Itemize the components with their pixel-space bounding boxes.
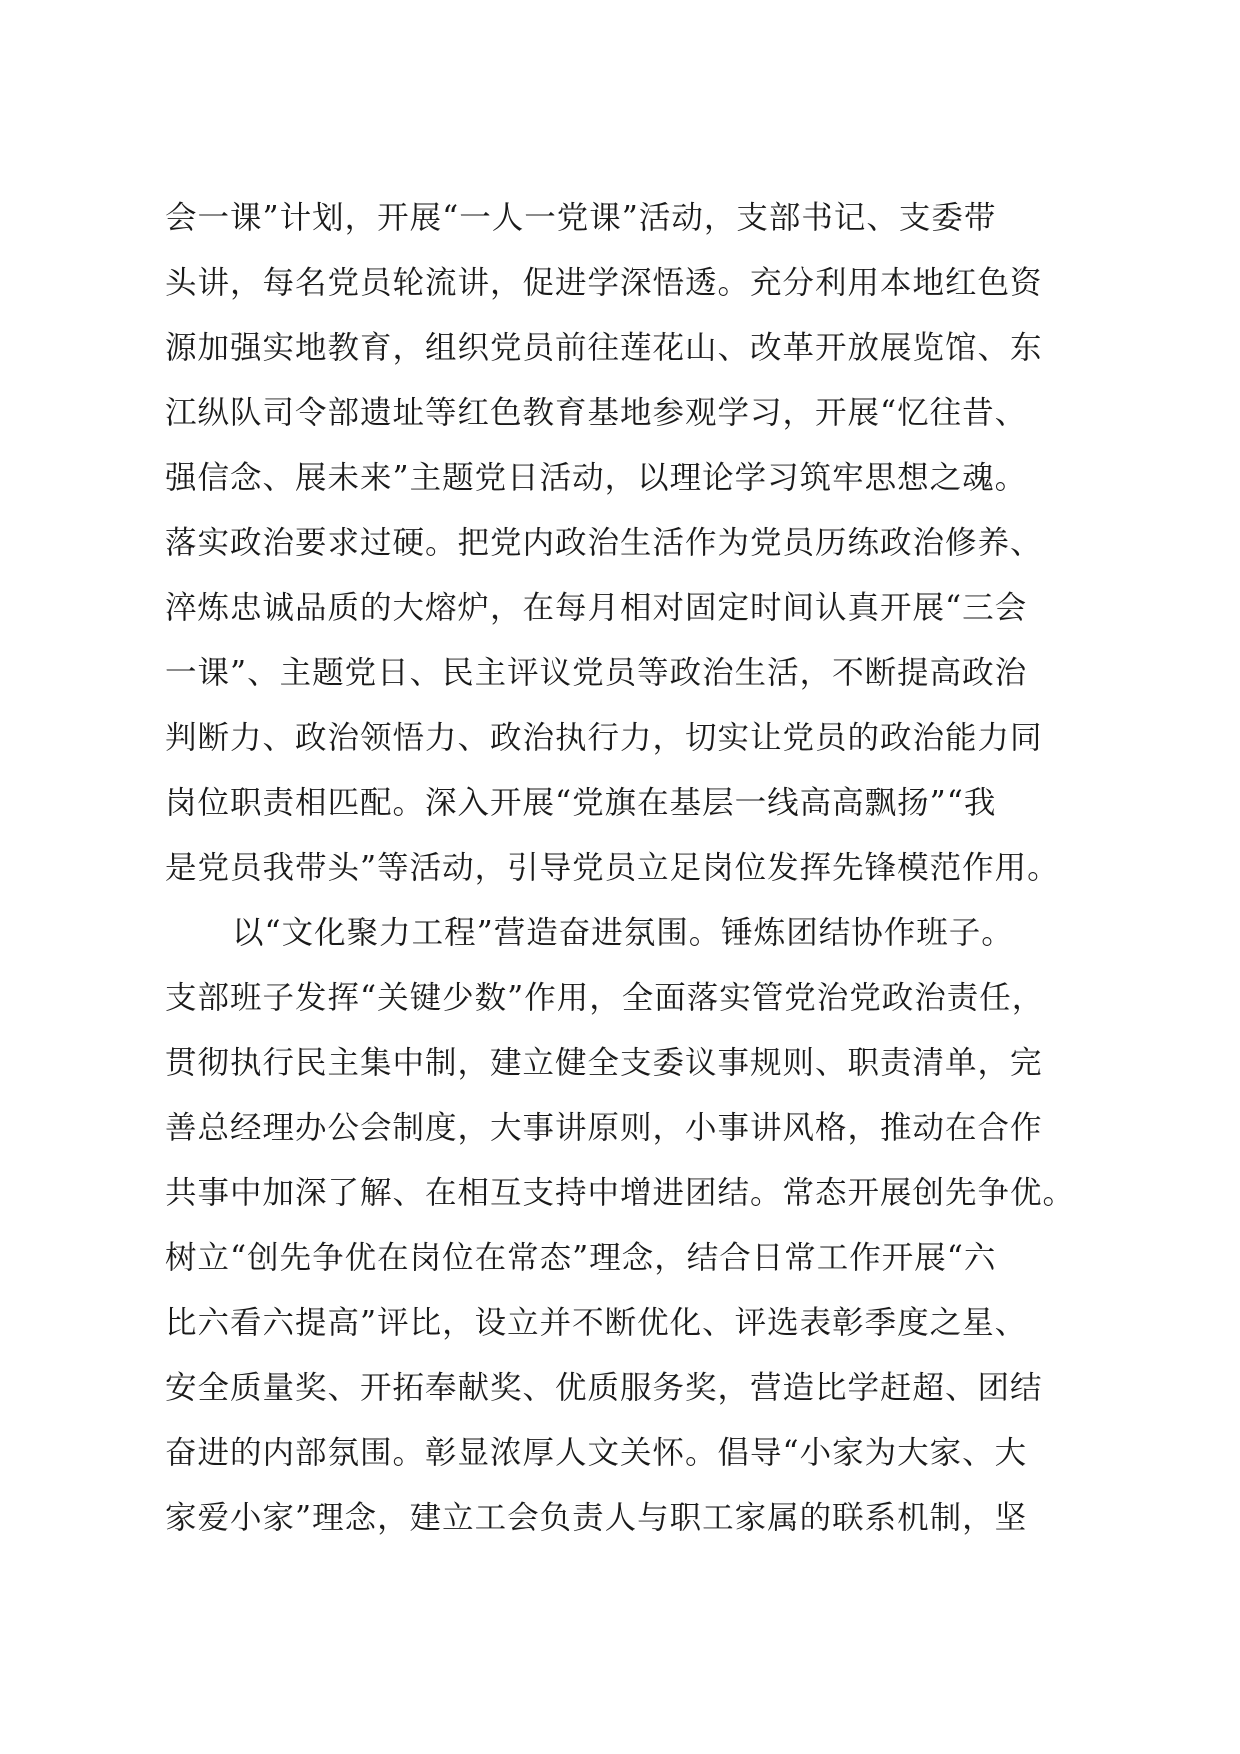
text-line: 江纵队司令部遗址等红色教育基地参观学习，开展“忆往昔、 — [165, 395, 1028, 431]
text-line: 岗位职责相匹配。深入开展“党旗在基层一线高高飘扬”“我 — [165, 785, 997, 821]
text-line: 安全质量奖、开拓奉献奖、优质服务奖，营造比学赶超、团结 — [165, 1370, 1043, 1406]
text-line: 头讲，每名党员轮流讲，促进学深悟透。充分利用本地红色资 — [165, 265, 1043, 301]
text-line: 贯彻执行民主集中制，建立健全支委议事规则、职责清单，完 — [165, 1045, 1043, 1081]
text-line: 强信念、展未来”主题党日活动，以理论学习筑牢思想之魂。 — [165, 460, 1028, 496]
body-text — [165, 186, 1085, 1551]
text-line: 源加强实地教育，组织党员前往莲花山、改革开放展览馆、东 — [165, 330, 1043, 366]
text-line: 会一课”计划，开展“一人一党课”活动，支部书记、支委带 — [165, 200, 997, 236]
text-line: 家爱小家”理念，建立工会负责人与职工家属的联系机制，坚 — [165, 1500, 1028, 1536]
text-line: 一课”、主题党日、民主评议党员等政治生活，不断提高政治 — [165, 655, 1028, 691]
text-line: 落实政治要求过硬。把党内政治生活作为党员历练政治修养、 — [165, 525, 1043, 561]
text-line: 支部班子发挥“关键少数”作用，全面落实管党治党政治责任， — [165, 980, 1045, 1016]
text-line: 比六看六提高”评比，设立并不断优化、评选表彰季度之星、 — [165, 1305, 1028, 1341]
paragraph-start-line: 以“文化聚力工程”营造奋进氛围。锤炼团结协作班子。 — [232, 915, 1014, 951]
text-line: 奋进的内部氛围。彰显浓厚人文关怀。倡导“小家为大家、大 — [165, 1435, 1028, 1471]
text-line: 树立“创先争优在岗位在常态”理念，结合日常工作开展“六 — [165, 1240, 997, 1276]
text-line: 判断力、政治领悟力、政治执行力，切实让党员的政治能力同 — [165, 720, 1043, 756]
text-line: 是党员我带头”等活动，引导党员立足岗位发挥先锋模范作用。 — [165, 850, 1060, 886]
text-line: 淬炼忠诚品质的大熔炉，在每月相对固定时间认真开展“三会 — [165, 590, 1028, 626]
text-line: 共事中加深了解、在相互支持中增进团结。常态开展创先争优。 — [165, 1175, 1076, 1211]
text-line: 善总经理办公会制度，大事讲原则，小事讲风格，推动在合作 — [165, 1110, 1043, 1146]
